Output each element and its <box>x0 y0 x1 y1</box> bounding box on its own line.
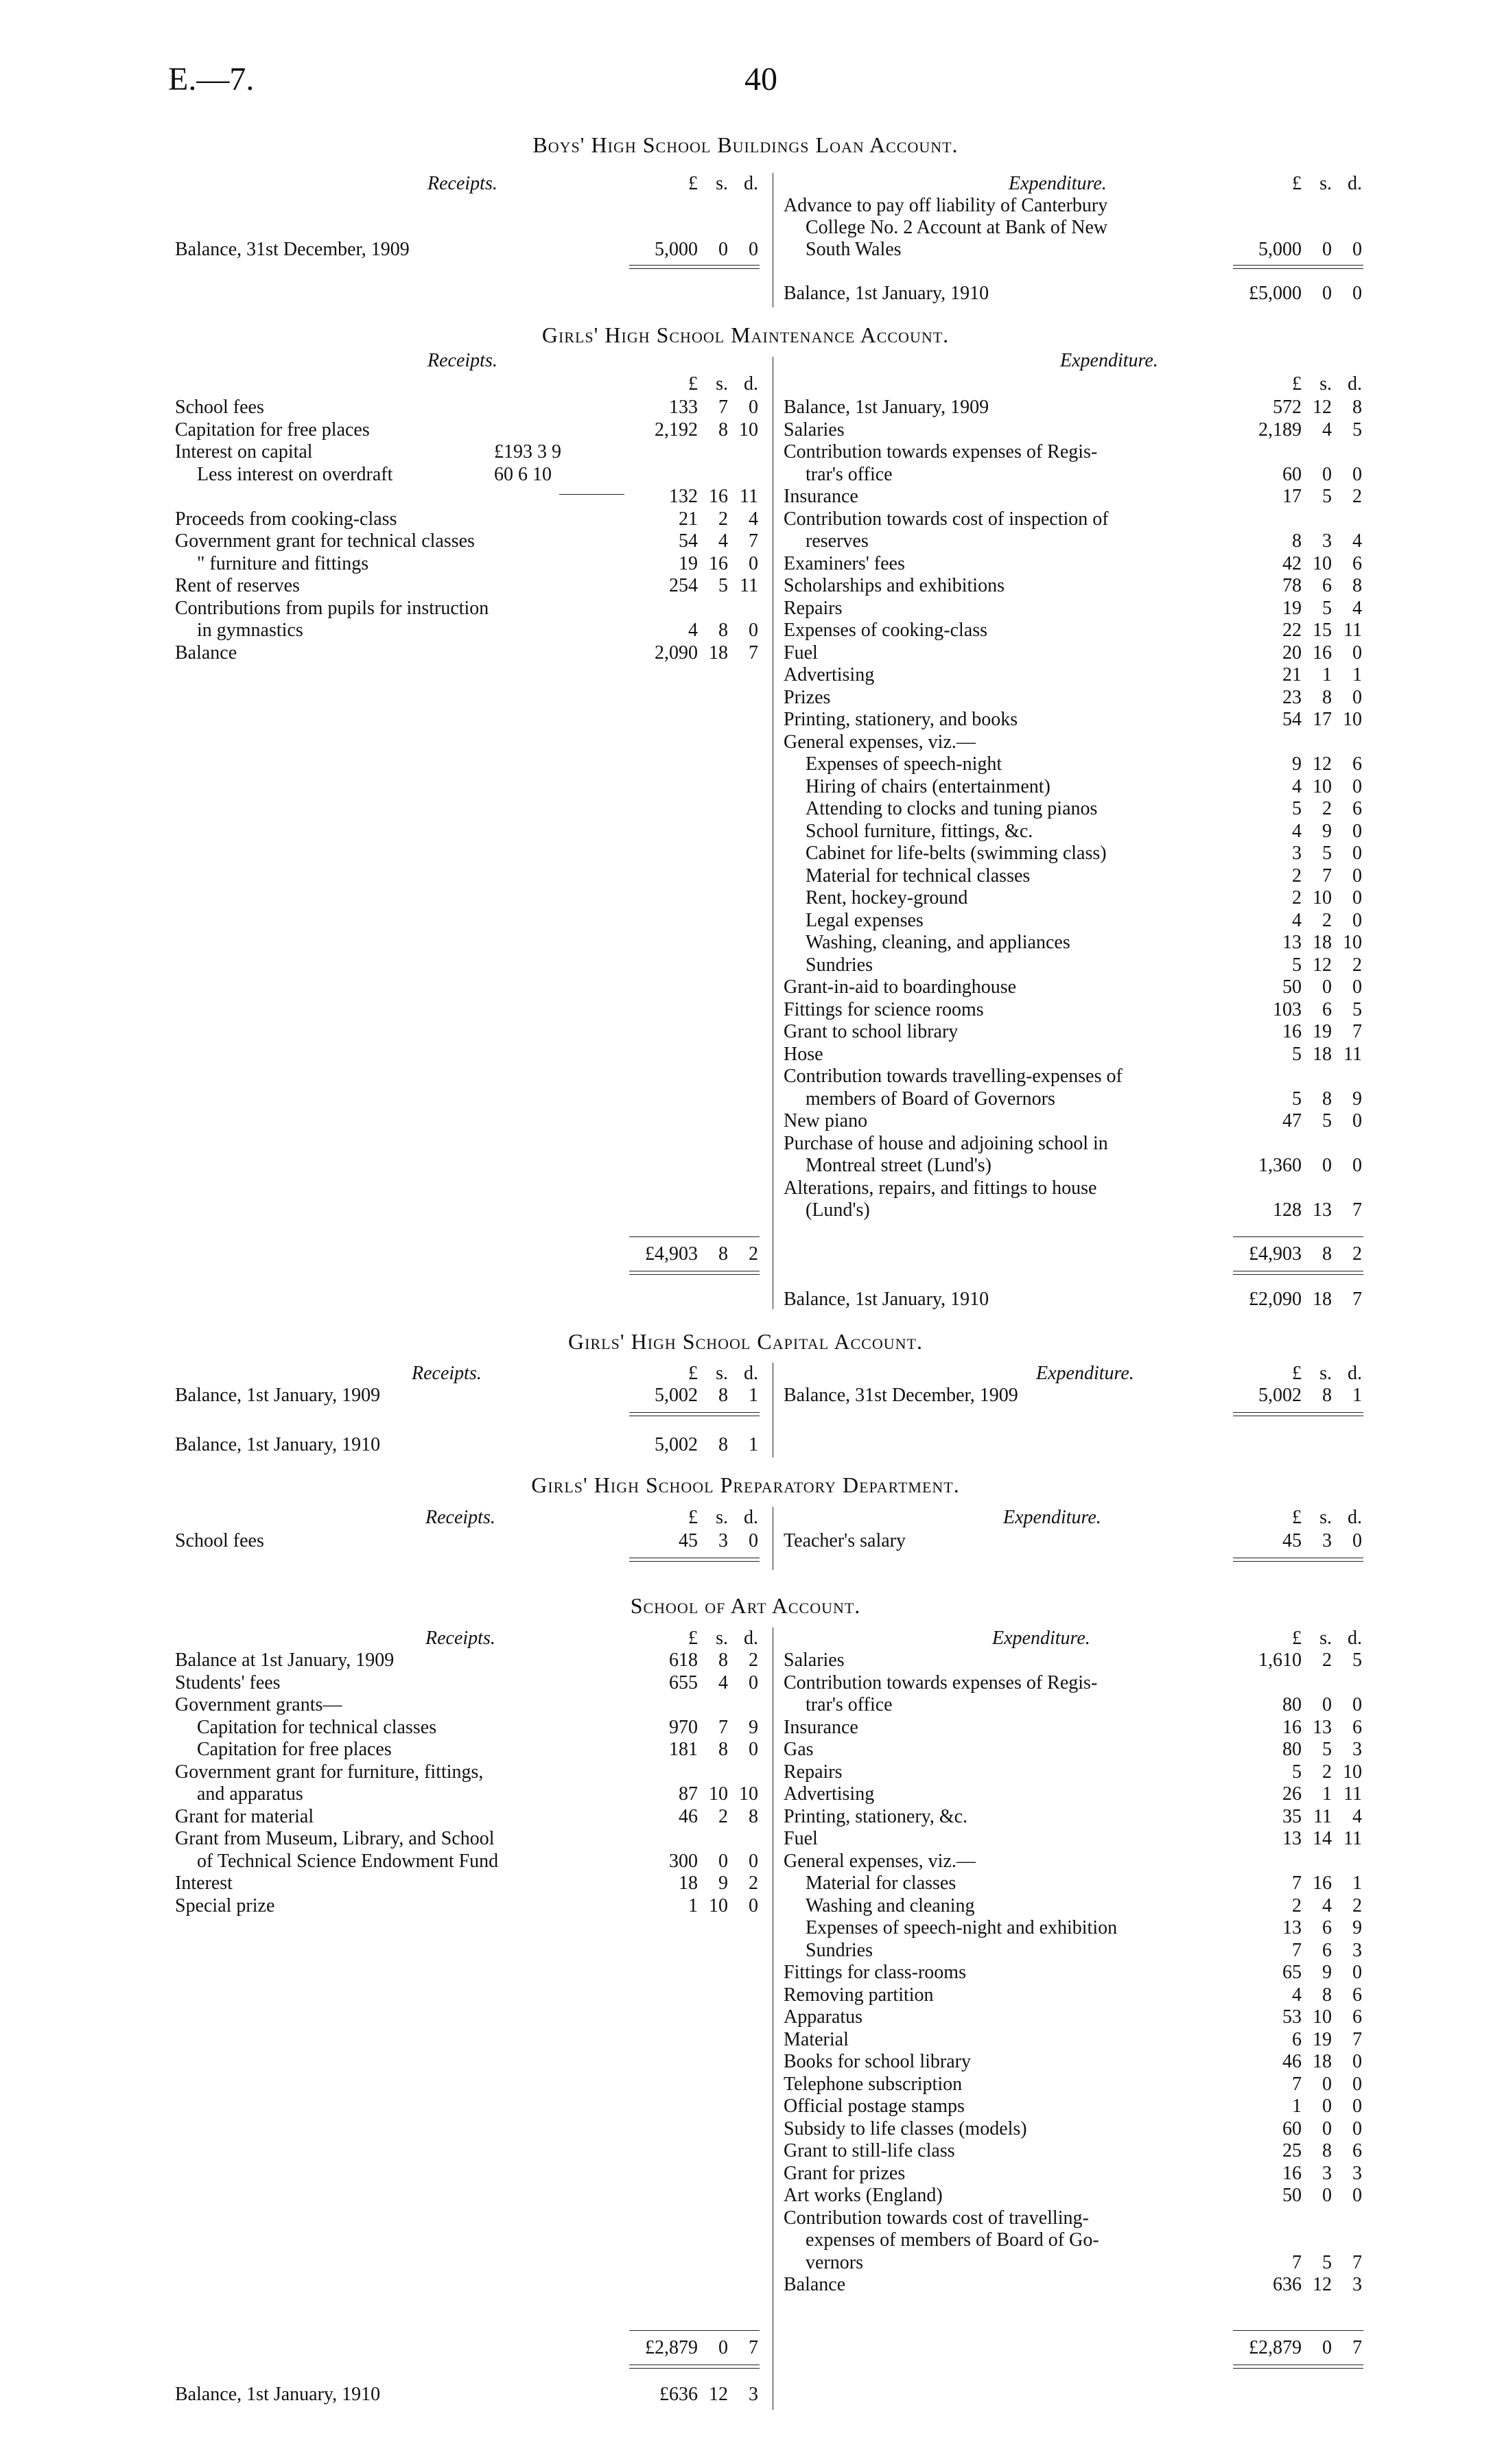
column-headers: £ s. d. <box>1292 1363 1362 1384</box>
row-amount: 13 18 10 <box>1282 932 1362 953</box>
expenditure-total: £4,903 8 2 <box>1249 1243 1362 1265</box>
row-label: New piano <box>784 1110 868 1131</box>
row-amount: 46 18 0 <box>1282 2051 1362 2072</box>
row-label: Sundries <box>806 954 873 976</box>
row-amount: 17 5 2 <box>1282 486 1362 507</box>
row-label: in gymnastics <box>197 620 303 641</box>
total-rule-top <box>629 2330 760 2331</box>
expenditure-caption: Expenditure. <box>1009 173 1107 194</box>
row-label: Hose <box>784 1043 823 1065</box>
row-label: Telephone subscription <box>784 2073 963 2095</box>
row-amount: 4 8 0 <box>688 620 758 641</box>
row-amount: 19 16 0 <box>679 552 758 574</box>
row-label: Balance <box>175 642 237 664</box>
row-amount: 618 8 2 <box>669 1650 758 1671</box>
row-label: Advertising <box>784 664 875 685</box>
total-rule <box>629 1271 760 1275</box>
row-amount: 25 8 6 <box>1282 2140 1362 2161</box>
row-label: Salaries <box>784 1650 845 1671</box>
row-label: Examiners' fees <box>784 552 905 574</box>
row-amount: 54 17 10 <box>1282 709 1362 730</box>
row-amount: 2,090 18 7 <box>655 642 758 664</box>
row-amount: 1,360 0 0 <box>1258 1155 1362 1176</box>
row-label: Insurance <box>784 486 858 507</box>
row-label: Government grant for furniture, fittings, <box>175 1761 484 1783</box>
inner-amount: £193 3 9 <box>494 441 561 462</box>
receipts-total: £2,879 0 7 <box>645 2337 758 2358</box>
row-label: General expenses, viz.— <box>784 1850 976 1872</box>
row-amount: 87 10 10 <box>679 1783 758 1805</box>
row-label: trar's office <box>806 463 893 485</box>
closing-balance-label: Balance, 1st January, 1910 <box>784 1289 989 1310</box>
row-amount: 2 4 2 <box>1292 1894 1362 1916</box>
row-label: General expenses, viz.— <box>784 731 976 753</box>
row-amount: 42 10 6 <box>1282 552 1362 574</box>
row-label: Scholarships and exhibitions <box>784 575 1005 596</box>
row-label: Repairs <box>784 597 843 619</box>
column-headers: £ s. d. <box>1292 173 1362 194</box>
row-label: Prizes <box>784 686 831 708</box>
row-amount: 78 6 8 <box>1282 575 1362 596</box>
receipts-caption: Receipts. <box>412 1363 482 1384</box>
row-label: Material for technical classes <box>806 865 1031 887</box>
row-label: Legal expenses <box>806 909 924 931</box>
column-headers: £ s. d. <box>1292 1507 1362 1528</box>
row-amount: 13 14 11 <box>1282 1828 1362 1849</box>
column-headers: £ s. d. <box>688 1363 758 1384</box>
row-amount: 80 5 3 <box>1282 1739 1362 1760</box>
expenditure-line: South Wales <box>806 239 902 260</box>
expenditure-line: College No. 2 Account at Bank of New <box>806 217 1108 238</box>
expenditure-caption: Expenditure. <box>1003 1507 1101 1528</box>
row-amount: 8 3 4 <box>1292 530 1362 552</box>
row-label: Expenses of cooking-class <box>784 620 988 641</box>
closing-balance-amount: 5,002 8 1 <box>655 1434 758 1455</box>
row-amount: 133 7 0 <box>669 397 758 418</box>
row-label: members of Board of Governors <box>806 1088 1055 1110</box>
row-amount: 60 0 0 <box>1282 2117 1362 2139</box>
row-amount: 5 8 9 <box>1292 1088 1362 1110</box>
row-amount: 7 0 0 <box>1292 2073 1362 2095</box>
row-label: reserves <box>806 530 869 552</box>
row-label: Books for school library <box>784 2051 971 2072</box>
row-amount: 65 9 0 <box>1282 1962 1362 1983</box>
expenditure-label: Balance, 31st December, 1909 <box>784 1385 1018 1406</box>
row-amount: 20 16 0 <box>1282 642 1362 664</box>
row-label: Fittings for class-rooms <box>784 1962 966 1983</box>
row-label: Hiring of chairs (entertainment) <box>806 775 1050 797</box>
row-amount: 22 15 11 <box>1282 620 1362 641</box>
expenditure-amount: 5,002 8 1 <box>1258 1385 1362 1406</box>
row-amount: 5 2 10 <box>1292 1761 1362 1783</box>
receipts-caption: Receipts. <box>425 1507 495 1528</box>
total-rule <box>1233 1412 1363 1416</box>
row-label: Proceeds from cooking-class <box>175 508 397 530</box>
boys-loan-title: Boys' High School Buildings Loan Account. <box>532 132 959 157</box>
row-label: Interest on capital <box>175 441 313 462</box>
row-label: vernors <box>806 2251 863 2273</box>
expenditure-caption: Expenditure. <box>992 1628 1090 1649</box>
row-label: Grant to still-life class <box>784 2140 955 2161</box>
row-amount: 181 8 0 <box>669 1739 758 1760</box>
expenditure-amount: 45 3 0 <box>1282 1530 1362 1551</box>
row-label: Grant from Museum, Library, and School <box>175 1828 495 1849</box>
row-amount: 2 7 0 <box>1292 865 1362 887</box>
column-headers: £ s. d. <box>688 173 758 194</box>
row-label: Alterations, repairs, and fittings to house <box>784 1177 1097 1199</box>
row-label: trar's office <box>806 1694 893 1715</box>
total-rule <box>1233 1558 1363 1562</box>
receipt-amount: 5,002 8 1 <box>655 1385 758 1406</box>
receipts-total: £4,903 8 2 <box>645 1243 758 1265</box>
row-label: Advertising <box>784 1783 875 1805</box>
row-label: Grant for material <box>175 1805 314 1827</box>
receipts-caption: Receipts. <box>425 1628 495 1649</box>
row-label: Less interest on overdraft <box>197 463 393 485</box>
inner-amount: 60 6 10 <box>494 463 552 485</box>
row-label: Government grants— <box>175 1694 342 1715</box>
row-amount: 18 9 2 <box>679 1873 758 1894</box>
row-label: Balance at 1st January, 1909 <box>175 1650 395 1671</box>
receipt-amount: 5,000 0 0 <box>655 239 758 260</box>
row-amount: 970 7 9 <box>669 1716 758 1738</box>
column-headers: £ s. d. <box>688 1628 758 1649</box>
closing-balance-label: Balance, 1st January, 1910 <box>175 2384 381 2405</box>
row-amount: 5 2 6 <box>1292 798 1362 819</box>
row-label: and apparatus <box>197 1783 303 1805</box>
row-amount: 300 0 0 <box>669 1850 758 1872</box>
row-amount: 60 0 0 <box>1282 463 1362 485</box>
row-label: Special prize <box>175 1894 275 1916</box>
row-label: of Technical Science Endowment Fund <box>197 1850 499 1872</box>
row-label: Material <box>784 2028 849 2050</box>
row-amount: 16 3 3 <box>1282 2162 1362 2184</box>
row-label: Fuel <box>784 642 818 664</box>
column-headers: £ s. d. <box>1292 1628 1362 1649</box>
row-amount: 46 2 8 <box>679 1805 758 1827</box>
row-amount: 21 1 1 <box>1282 664 1362 685</box>
total-rule <box>1233 1271 1363 1275</box>
row-amount: 4 9 0 <box>1292 820 1362 842</box>
row-amount: 1 0 0 <box>1292 2096 1362 2117</box>
row-amount: 23 8 0 <box>1282 686 1362 708</box>
row-label: Washing, cleaning, and appliances <box>806 932 1070 953</box>
closing-balance-label: Balance, 1st January, 1910 <box>175 1434 381 1455</box>
closing-balance-amount: £2,090 18 7 <box>1249 1289 1362 1310</box>
total-rule <box>629 1412 760 1416</box>
row-label: Students' fees <box>175 1671 281 1693</box>
girls-capital-title: Girls' High School Capital Account. <box>568 1329 923 1354</box>
row-label: Rent of reserves <box>175 575 300 596</box>
subtotal-rule <box>559 494 624 495</box>
row-amount: 6 19 7 <box>1292 2028 1362 2050</box>
column-headers: £ s. d. <box>1292 373 1362 395</box>
row-amount: 16 13 6 <box>1282 1716 1362 1738</box>
row-label: Grant to school library <box>784 1021 959 1042</box>
expenditure-caption: Expenditure. <box>1060 350 1158 371</box>
row-label: Insurance <box>784 1716 858 1738</box>
row-amount: 53 10 6 <box>1282 2006 1362 2028</box>
row-amount: 7 6 3 <box>1292 1939 1362 1961</box>
receipts-caption: Receipts. <box>427 173 497 194</box>
receipt-amount: 45 3 0 <box>679 1530 758 1551</box>
row-label: Removing partition <box>784 1984 934 2006</box>
total-rule <box>1233 2365 1363 2369</box>
row-amount: 2,189 4 5 <box>1258 419 1362 441</box>
row-label: Contribution towards expenses of Regis- <box>784 1671 1098 1693</box>
row-amount: 3 5 0 <box>1292 843 1362 864</box>
row-label: Material for classes <box>806 1873 956 1894</box>
row-amount: 1 10 0 <box>688 1894 758 1916</box>
row-amount: 2,192 8 10 <box>655 419 758 441</box>
row-amount: 4 8 6 <box>1292 1984 1362 2006</box>
row-label: expenses of members of Board of Go- <box>806 2229 1099 2251</box>
column-headers: £ s. d. <box>688 373 758 395</box>
row-label: Attending to clocks and tuning pianos <box>806 798 1098 819</box>
row-amount: 5 18 11 <box>1292 1043 1362 1065</box>
total-rule <box>629 1558 760 1562</box>
row-label: Montreal street (Lund's) <box>806 1155 991 1176</box>
row-label: Grant for prizes <box>784 2162 906 2184</box>
row-amount: 16 19 7 <box>1282 1021 1362 1042</box>
row-label: Capitation for free places <box>197 1739 392 1760</box>
closing-balance-label: Balance, 1st January, 1910 <box>784 283 989 304</box>
row-amount: 19 5 4 <box>1282 597 1362 619</box>
row-amount: 21 2 4 <box>679 508 758 530</box>
row-label: Expenses of speech-night <box>806 753 1002 775</box>
receipt-label: School fees <box>175 1530 264 1551</box>
row-label: Washing and cleaning <box>806 1894 975 1916</box>
row-amount: 54 4 7 <box>679 530 758 552</box>
row-amount: 7 5 7 <box>1292 2251 1362 2273</box>
row-label: Balance, 1st January, 1909 <box>784 397 989 418</box>
total-rule <box>629 265 760 269</box>
row-amount: 9 12 6 <box>1292 753 1362 775</box>
row-amount: 13 6 9 <box>1282 1917 1362 1938</box>
page-number: 40 <box>744 61 777 97</box>
row-amount: 7 16 1 <box>1292 1873 1362 1894</box>
total-rule-top <box>629 1236 760 1237</box>
row-label: Contribution towards cost of inspection of <box>784 508 1109 530</box>
row-label: Contribution towards expenses of Regis- <box>784 441 1098 462</box>
receipts-caption: Receipts. <box>427 350 497 371</box>
row-amount: 572 12 8 <box>1273 397 1362 418</box>
expenditure-total: £2,879 0 7 <box>1249 2337 1362 2358</box>
row-label: Contributions from pupils for instruction <box>175 597 489 619</box>
row-label: Contribution towards cost of travelling- <box>784 2207 1089 2229</box>
row-label: Balance <box>784 2274 846 2295</box>
row-label: Capitation for free places <box>175 419 370 441</box>
document-code: E.—7. <box>168 61 255 97</box>
row-label: Fuel <box>784 1828 818 1849</box>
closing-balance-amount: £636 12 3 <box>659 2384 758 2405</box>
expenditure-label: Teacher's salary <box>784 1530 906 1551</box>
row-label: Subsidy to life classes (models) <box>784 2117 1027 2139</box>
expenditure-line: Advance to pay off liability of Canterbury <box>784 195 1108 216</box>
row-label: Fittings for science rooms <box>784 998 984 1020</box>
row-label: Grant-in-aid to boardinghouse <box>784 976 1017 998</box>
expenditure-caption: Expenditure. <box>1036 1363 1134 1384</box>
closing-balance-amount: £5,000 0 0 <box>1249 283 1362 304</box>
row-amount: 4 2 0 <box>1292 909 1362 931</box>
row-label: Capitation for technical classes <box>197 1716 437 1738</box>
row-amount: 103 6 5 <box>1273 998 1362 1020</box>
row-label: Salaries <box>784 419 845 441</box>
expenditure-amount: 5,000 0 0 <box>1258 239 1362 260</box>
row-label: Government grant for technical classes <box>175 530 475 552</box>
row-amount: 80 0 0 <box>1282 1694 1362 1715</box>
row-label: Contribution towards travelling-expenses of <box>784 1066 1123 1087</box>
row-label: School furniture, fittings, &c. <box>806 820 1033 842</box>
school-of-art-title: School of Art Account. <box>630 1593 861 1618</box>
row-label: Printing, stationery, &c. <box>784 1805 968 1827</box>
row-label: (Lund's) <box>806 1199 870 1221</box>
row-amount: 5 12 2 <box>1292 954 1362 976</box>
row-amount: 47 5 0 <box>1282 1110 1362 1131</box>
row-label: Expenses of speech-night and exhibition <box>806 1917 1118 1938</box>
row-amount: 50 0 0 <box>1282 976 1362 998</box>
row-label: " furniture and fittings <box>197 552 369 574</box>
row-amount: 50 0 0 <box>1282 2185 1362 2206</box>
row-amount: 35 11 4 <box>1282 1805 1362 1827</box>
row-amount: 128 13 7 <box>1273 1199 1362 1221</box>
row-amount: 2 10 0 <box>1292 887 1362 908</box>
receipt-label: Balance, 31st December, 1909 <box>175 239 410 260</box>
row-label: Printing, stationery, and books <box>784 709 1018 730</box>
row-label: Cabinet for life-belts (swimming class) <box>806 843 1107 864</box>
row-label: Sundries <box>806 1939 873 1961</box>
row-amount: 132 16 11 <box>669 486 758 507</box>
row-amount: 1,610 2 5 <box>1258 1650 1362 1671</box>
total-rule-top <box>1233 2330 1363 2331</box>
row-label: Interest <box>175 1873 233 1894</box>
receipt-label: Balance, 1st January, 1909 <box>175 1385 381 1406</box>
girls-maintenance-title: Girls' High School Maintenance Account. <box>541 322 950 347</box>
row-label: Art works (England) <box>784 2185 943 2206</box>
row-amount: 254 5 11 <box>669 575 758 596</box>
row-label: Gas <box>784 1739 814 1760</box>
row-amount: 4 10 0 <box>1292 775 1362 797</box>
total-rule <box>1233 265 1363 269</box>
row-label: Repairs <box>784 1761 843 1783</box>
total-rule-top <box>1233 1236 1363 1237</box>
row-label: Official postage stamps <box>784 2096 965 2117</box>
row-label: Apparatus <box>784 2006 863 2028</box>
column-headers: £ s. d. <box>688 1507 758 1528</box>
total-rule <box>629 2365 760 2369</box>
girls-preparatory-title: Girls' High School Preparatory Department. <box>531 1472 960 1497</box>
row-label: Purchase of house and adjoining school in <box>784 1132 1108 1154</box>
row-label: School fees <box>175 397 264 418</box>
row-amount: 26 1 11 <box>1282 1783 1362 1805</box>
row-amount: 655 4 0 <box>669 1671 758 1693</box>
row-label: Rent, hockey-ground <box>806 887 968 908</box>
row-amount: 636 12 3 <box>1273 2274 1362 2295</box>
